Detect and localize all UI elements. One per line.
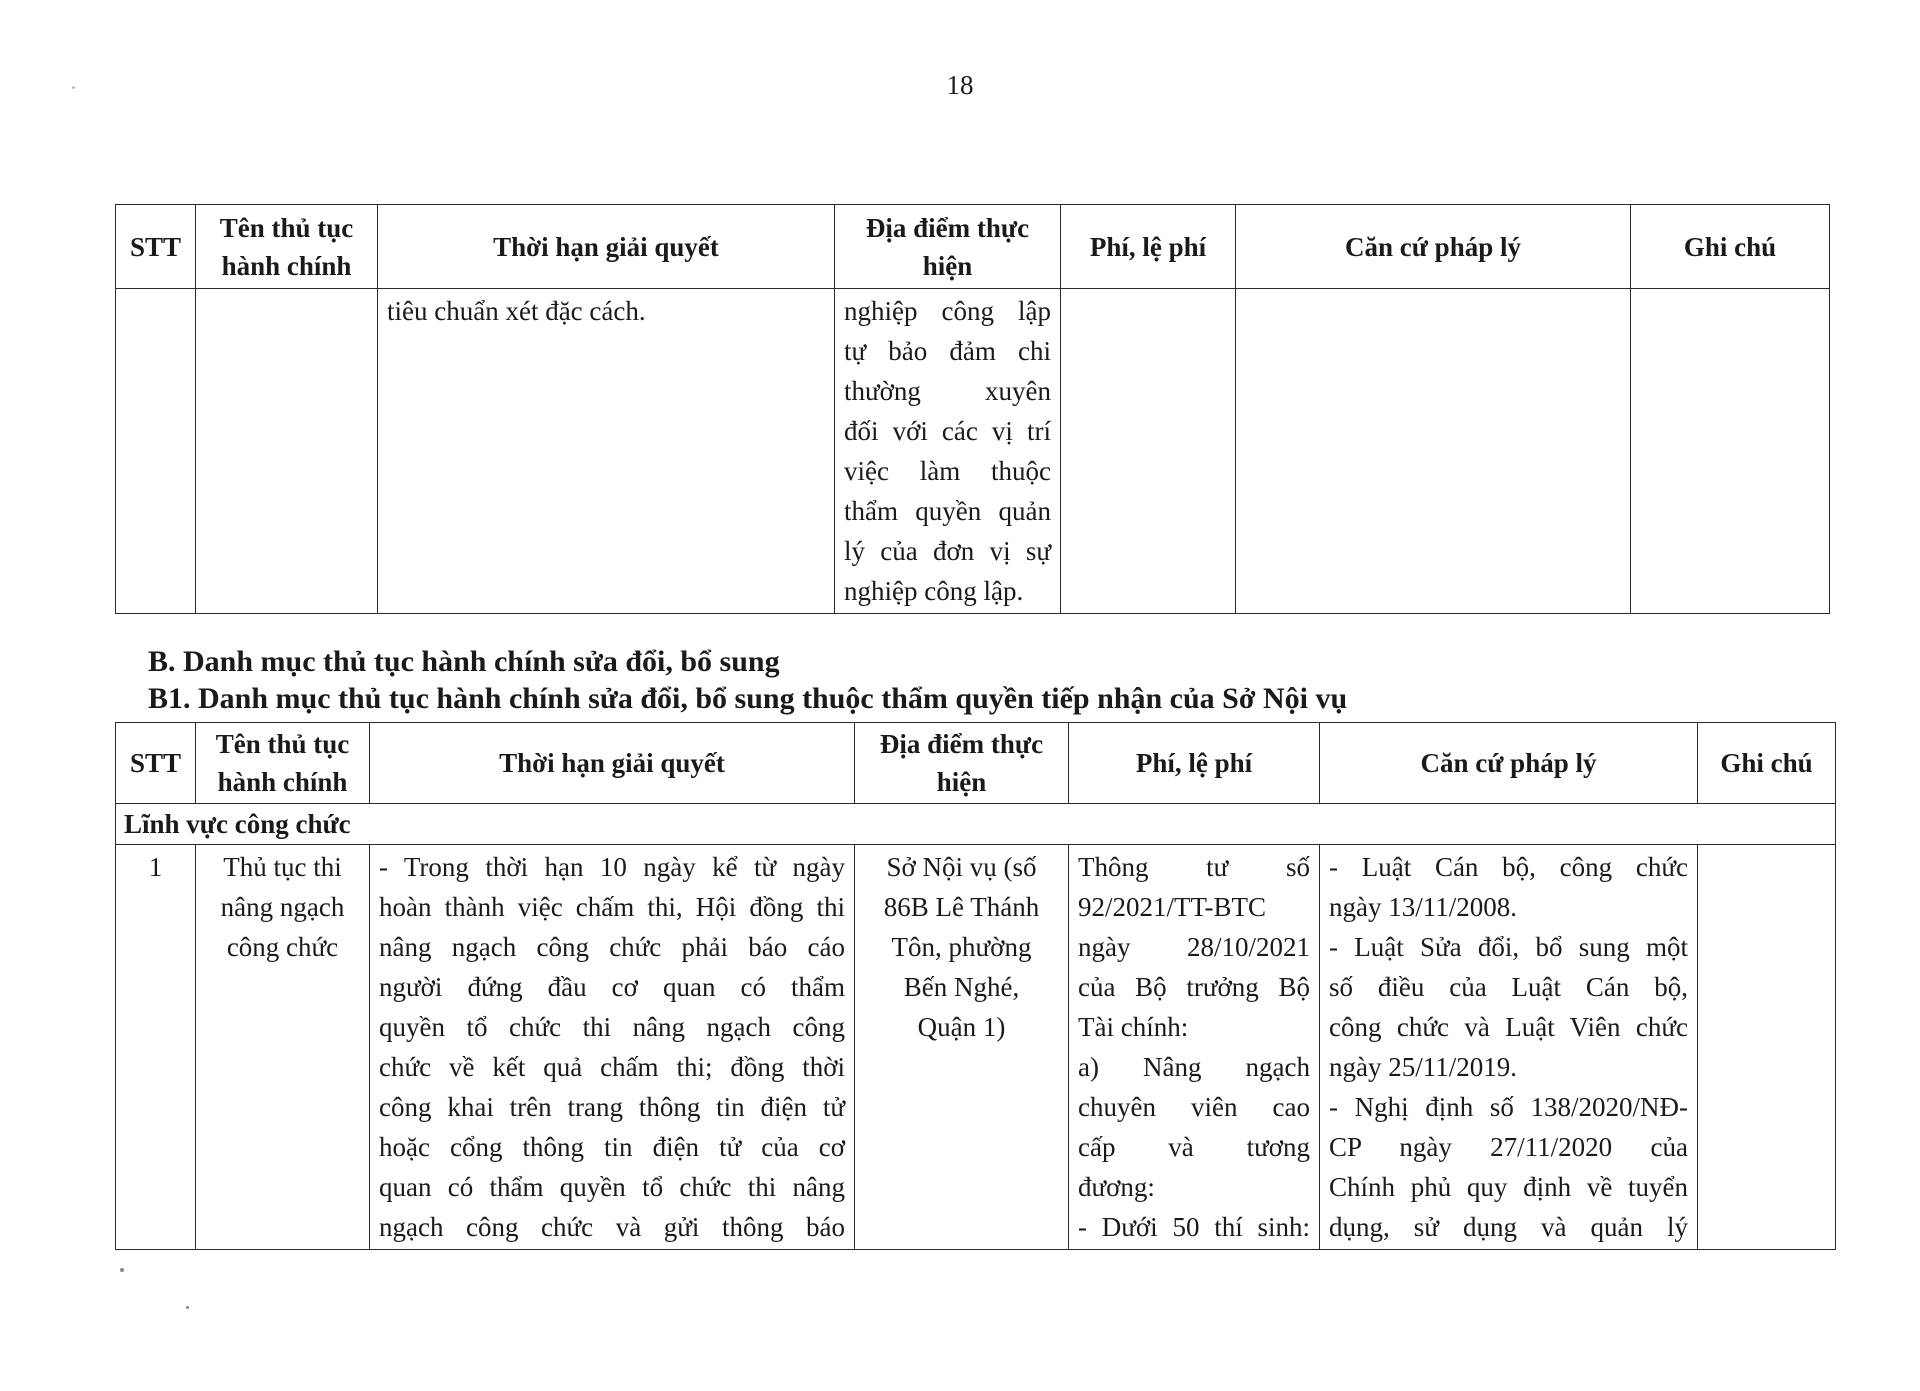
line: CP ngày 27/11/2020 của xyxy=(1329,1132,1688,1162)
line: ngạch công chức và gửi thông báo xyxy=(379,1212,845,1242)
line: - Trong thời hạn 10 ngày kể từ ngày xyxy=(379,852,845,882)
header-can-cu: Căn cứ pháp lý xyxy=(1320,723,1698,804)
line: hoặc cổng thông tin điện tử của cơ xyxy=(379,1132,845,1162)
header-thoi-han: Thời hạn giải quyết xyxy=(370,723,855,804)
line: Tài chính: xyxy=(1078,1012,1189,1042)
line: chức về kết quả chấm thi; đồng thời xyxy=(379,1052,845,1082)
header-thoi-han: Thời hạn giải quyết xyxy=(378,205,835,289)
line: nghiệp công lập. xyxy=(844,576,1024,606)
line: Chính phủ quy định về tuyển xyxy=(1329,1172,1688,1202)
line: - Luật Cán bộ, công chức xyxy=(1329,852,1688,882)
header-phi: Phí, lệ phí xyxy=(1061,205,1236,289)
line: công chức và Luật Viên chức xyxy=(1329,1012,1688,1042)
cell-ten xyxy=(196,289,378,614)
cell-thoi-han xyxy=(370,845,855,1250)
table-continuation xyxy=(115,204,1830,614)
scan-speck xyxy=(186,1306,189,1309)
line: quan có thẩm quyền tổ chức thi nâng xyxy=(379,1172,845,1202)
line: hoàn thành việc chấm thi, Hội đồng thi xyxy=(379,892,845,922)
line: Thông tư số xyxy=(1078,852,1310,882)
table-b1 xyxy=(115,722,1836,1250)
cell-stt: 1 xyxy=(116,845,196,1250)
line: đương: xyxy=(1078,1172,1155,1202)
line: Bến Nghé, xyxy=(903,972,1020,1002)
table-row xyxy=(116,845,1836,1250)
section-b-heading: B. Danh mục thủ tục hành chính sửa đổi, bổ sung xyxy=(148,645,780,678)
line: Tôn, phường xyxy=(891,932,1032,962)
cell-can-cu xyxy=(1236,289,1631,614)
line: thẩm quyền quản xyxy=(844,496,1051,526)
table-header-row xyxy=(116,205,1830,289)
cell-ghi-chu xyxy=(1631,289,1830,614)
table-row xyxy=(116,289,1830,614)
scan-speck xyxy=(72,86,75,89)
cell-ghi-chu xyxy=(1698,845,1836,1250)
line: dụng, sử dụng và quản lý xyxy=(1329,1212,1688,1242)
line: - Dưới 50 thí sinh: xyxy=(1078,1212,1310,1242)
cell-dia-diem xyxy=(855,845,1069,1250)
header-stt: STT xyxy=(116,205,196,289)
line: ngày 28/10/2021 xyxy=(1078,932,1310,962)
line: việc làm thuộc xyxy=(844,456,1051,486)
table-header-row xyxy=(116,723,1836,804)
page-number: 18 xyxy=(946,70,974,100)
line: Thủ tục thi xyxy=(223,852,342,882)
line: nghiệp công lập xyxy=(844,296,1051,326)
line: đối với các vị trí xyxy=(844,416,1051,446)
line: - Nghị định số 138/2020/NĐ- xyxy=(1329,1092,1688,1122)
line: a) Nâng ngạch xyxy=(1078,1052,1310,1082)
header-ten-thu-tuc: Tên thủ tục hành chính xyxy=(196,205,378,289)
cell-thoi-han: tiêu chuẩn xét đặc cách. xyxy=(378,289,835,614)
header-ten-thu-tuc: Tên thủ tục hành chính xyxy=(196,723,370,804)
line: thường xuyên xyxy=(844,376,1051,406)
cell-phi xyxy=(1061,289,1236,614)
line: Quận 1) xyxy=(917,1012,1006,1042)
line: người đứng đầu cơ quan có thẩm xyxy=(379,972,845,1002)
cell-dia-diem xyxy=(835,289,1061,614)
line: ngày 13/11/2008. xyxy=(1329,892,1517,922)
header-dia-diem: Địa điểm thực hiện xyxy=(855,723,1069,804)
line: - Luật Sửa đổi, bổ sung một xyxy=(1329,932,1688,962)
line: 86B Lê Thánh xyxy=(883,892,1040,922)
line: nâng ngạch xyxy=(220,892,345,922)
line: của Bộ trưởng Bộ xyxy=(1078,972,1310,1002)
line: 92/2021/TT-BTC xyxy=(1078,892,1267,922)
header-ghi-chu: Ghi chú xyxy=(1698,723,1836,804)
line: công khai trên trang thông tin điện tử xyxy=(379,1092,845,1122)
line: số điều của Luật Cán bộ, xyxy=(1329,972,1688,1002)
header-phi: Phí, lệ phí xyxy=(1069,723,1320,804)
line: ngày 25/11/2019. xyxy=(1329,1052,1517,1082)
line: lý của đơn vị sự xyxy=(844,536,1051,566)
line: công chức xyxy=(226,932,339,962)
header-ghi-chu: Ghi chú xyxy=(1631,205,1830,289)
cell-ten xyxy=(196,845,370,1250)
field-row xyxy=(116,804,1836,845)
header-can-cu: Căn cứ pháp lý xyxy=(1236,205,1631,289)
header-stt: STT xyxy=(116,723,196,804)
field-label: Lĩnh vực công chức xyxy=(116,804,1836,845)
cell-can-cu xyxy=(1320,845,1698,1250)
header-dia-diem: Địa điểm thực hiện xyxy=(835,205,1061,289)
line: cấp và tương xyxy=(1078,1132,1310,1162)
line: Sở Nội vụ (số xyxy=(886,852,1037,882)
cell-phi xyxy=(1069,845,1320,1250)
line: tự bảo đảm chi xyxy=(844,336,1051,366)
section-b1-heading: B1. Danh mục thủ tục hành chính sửa đổi, bổ sung thuộc thẩm quyền tiếp nhận của Sở Nội vụ xyxy=(148,682,1348,715)
line: nâng ngạch công chức phải báo cáo xyxy=(379,932,845,962)
line: quyền tổ chức thi nâng ngạch công xyxy=(379,1012,845,1042)
scan-speck xyxy=(120,1268,124,1272)
line: chuyên viên cao xyxy=(1078,1092,1310,1122)
cell-stt xyxy=(116,289,196,614)
